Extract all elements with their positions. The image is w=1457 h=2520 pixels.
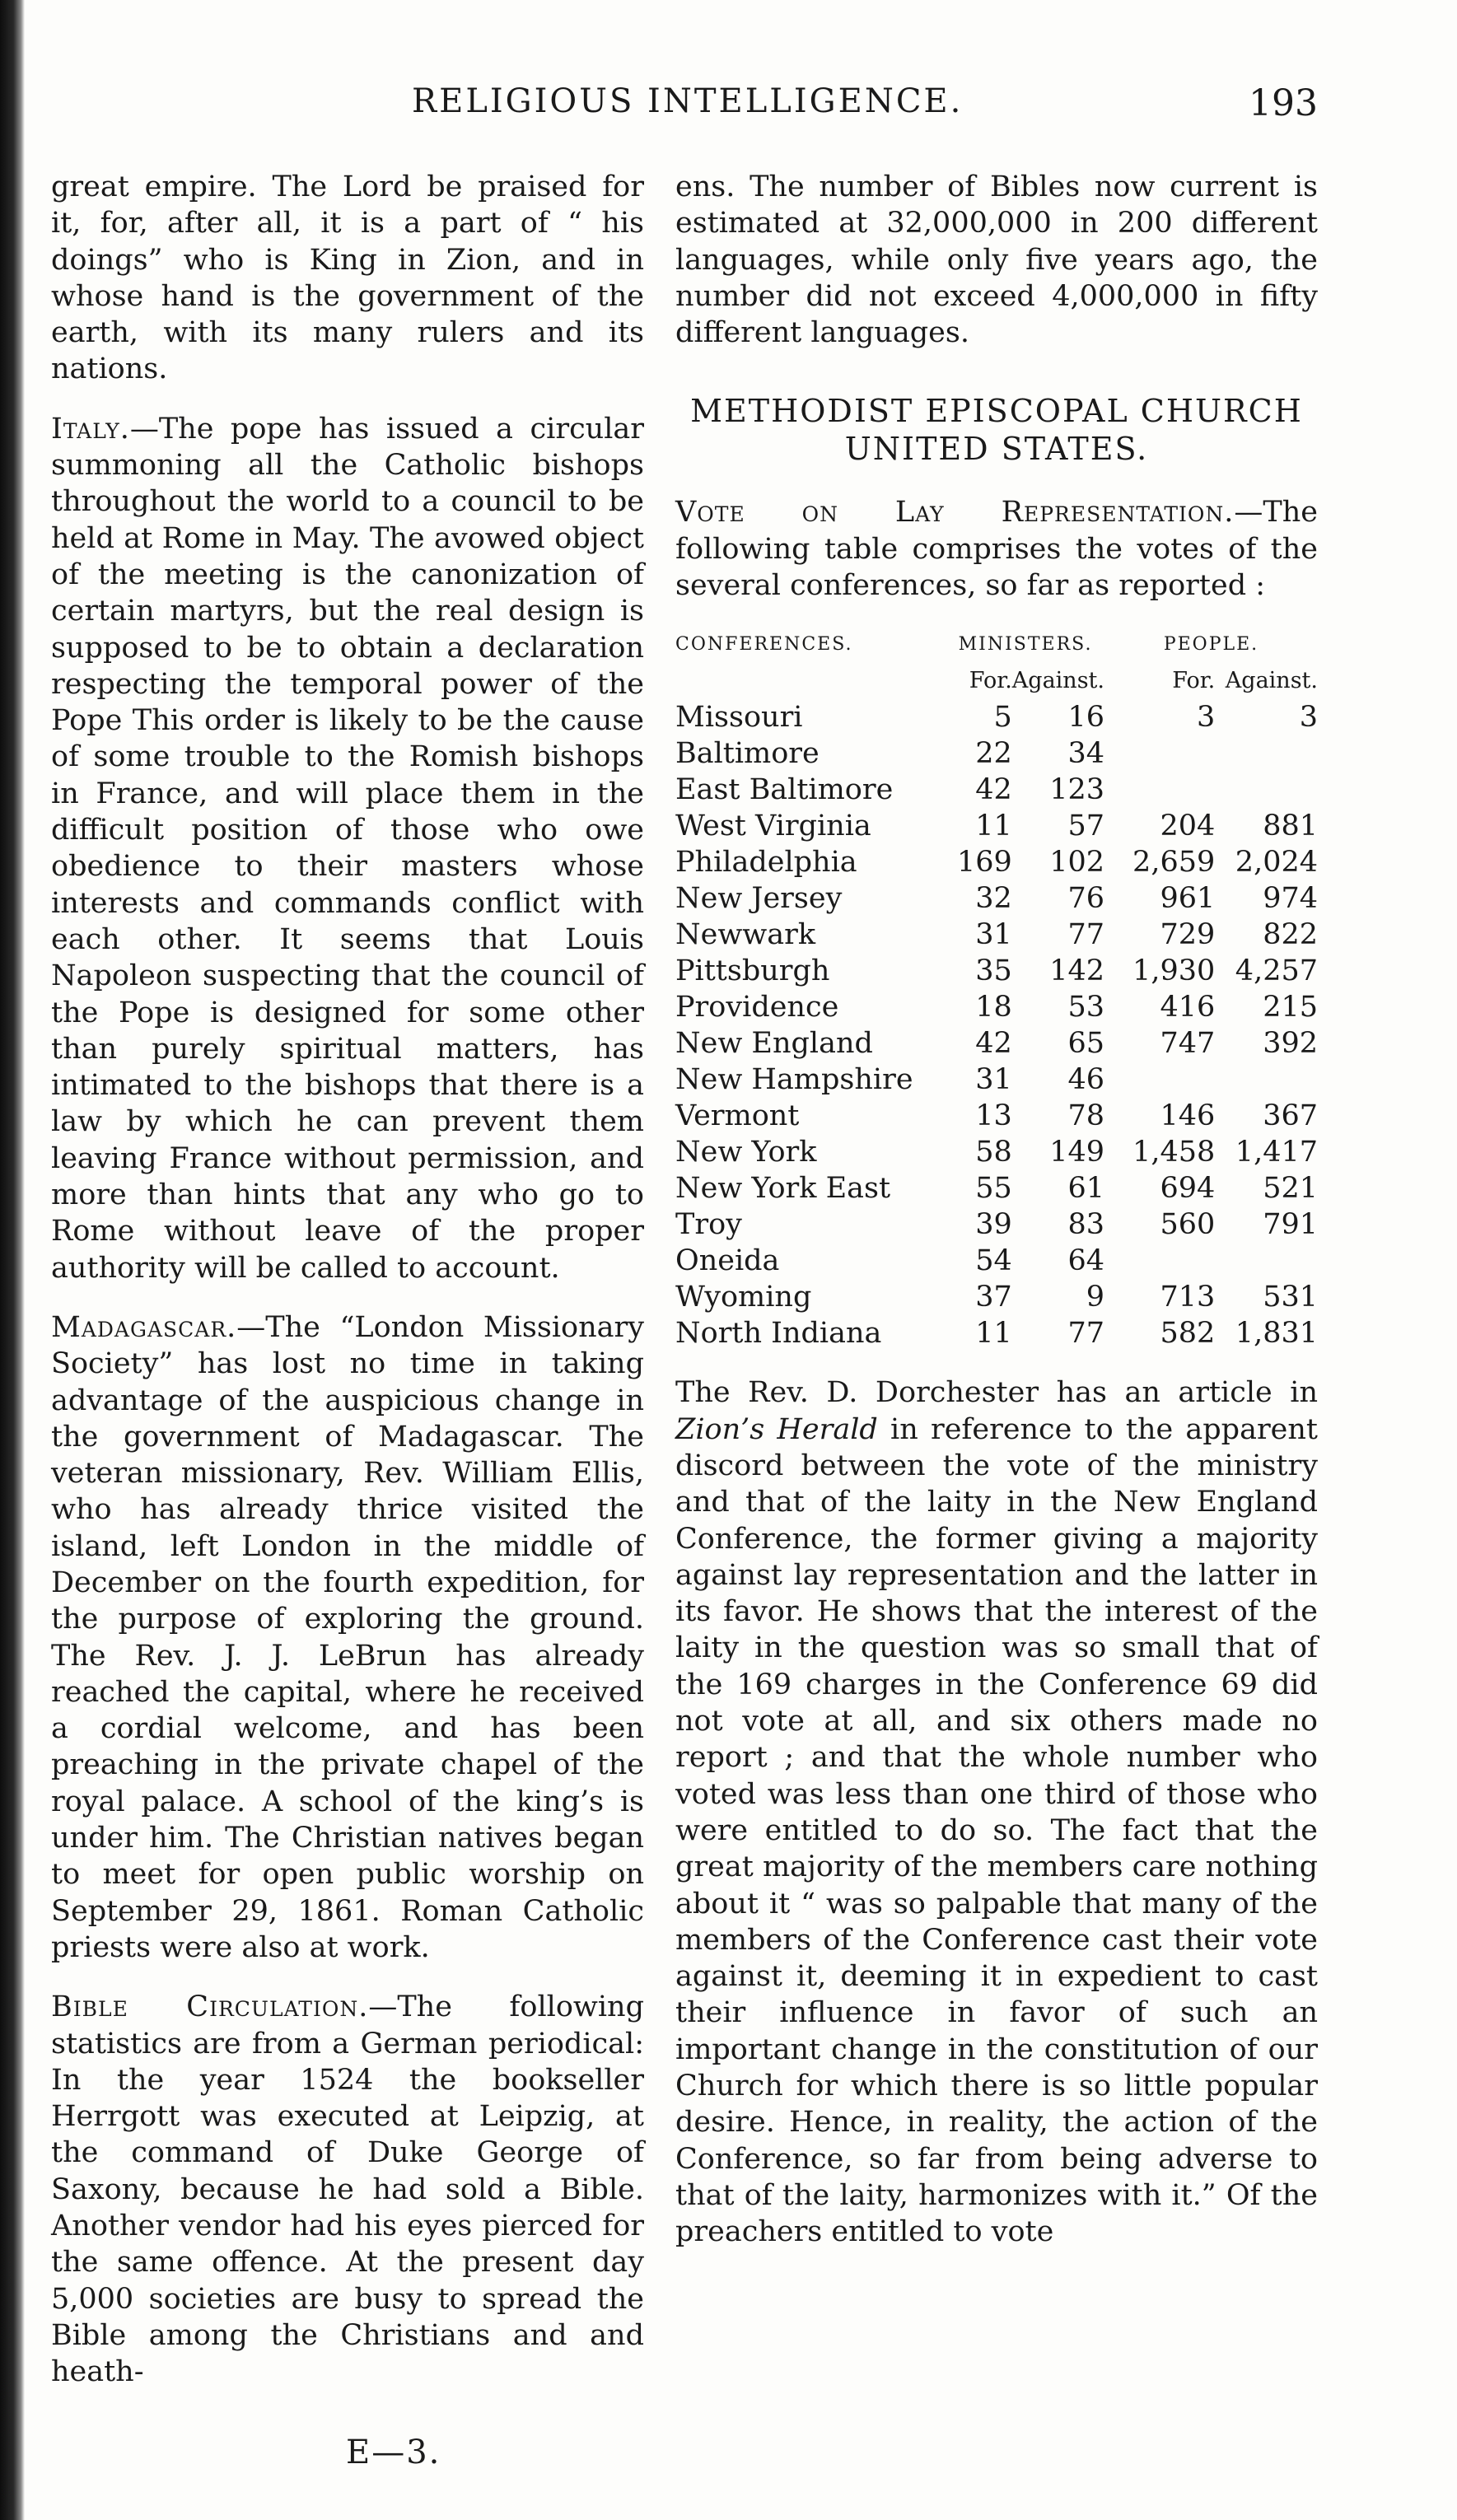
vote-heading: Vote on Lay Representation. [675,496,1235,530]
table-row [675,699,1318,735]
people-for: 146 [1160,1099,1216,1133]
people-against: 392 [1263,1027,1318,1061]
ministers-against: 64 [1067,1244,1104,1278]
people-for: 582 [1160,1317,1216,1351]
ministers-for: 32 [975,882,1012,916]
madagascar-heading: Madagascar. [51,1310,237,1344]
ministers-for: 169 [956,846,1012,880]
people-against: 215 [1263,991,1318,1024]
people-for: 729 [1160,918,1216,952]
ministers-against: 102 [1049,846,1104,880]
ministers-for: 13 [975,1099,1012,1133]
ministers-against: 9 [1086,1281,1104,1314]
table-row [675,1025,1318,1062]
conference-name: New Hampshire [675,1063,913,1097]
ministers-against: 34 [1067,737,1104,771]
ministers-for: 39 [975,1208,1012,1242]
page-number: 193 [1249,82,1318,124]
people-for: 694 [1160,1172,1216,1206]
ministers-against: 57 [1067,810,1104,843]
conference-name: Pittsburgh [675,954,830,988]
ministers-for: 5 [993,701,1012,735]
people-for: 416 [1160,991,1216,1024]
people-against: 791 [1263,1208,1318,1242]
page-header [49,82,1318,132]
conference-name: New York [675,1136,817,1169]
people-against: 1,831 [1235,1317,1318,1351]
people-for [1104,772,1215,808]
table-row [675,1315,1318,1351]
ministers-against: 123 [1049,773,1104,807]
paragraph-bibles-continued: ens. The number of Bibles now current is estimated at 32,000,000 in 200 different languages, while only five years ago, the number did not exceed 4,000,000 in fifty different languages. [675,170,1318,350]
people-against: 974 [1263,882,1318,916]
people-against: 881 [1263,810,1318,843]
people-against: 822 [1263,918,1318,952]
ministers-for: 35 [975,954,1012,988]
subheader-ministers-against: Against. [1011,668,1104,694]
bible-text: —The following statistics are from a German periodical: In the year 1524 the bookseller Herrgott was executed at Leipzig, at the command of Duke George of Saxony, because he had sold a Bible. Another vendor had his eyes pierced for the same offence. At the present day 5,000 societies are busy to spread the Bible among the Christians and and heath- [51,1990,644,2389]
ministers-against: 53 [1067,991,1104,1024]
conference-name: Vermont [675,1099,800,1133]
table-subheader-row [675,663,1318,699]
vote-table [675,627,1318,1351]
paragraph-bible-circulation [51,1989,644,2390]
table-row [675,1243,1318,1279]
people-against [1215,1062,1318,1098]
header-people: PEOPLE. [1163,634,1259,656]
people-against: 531 [1263,1281,1318,1314]
table-header-row [675,627,1318,663]
conference-name: North Indiana [675,1317,882,1351]
people-for: 3 [1196,701,1216,735]
conference-name: Newwark [675,918,816,952]
people-against [1215,1243,1318,1279]
ministers-for: 22 [975,737,1012,771]
header-conferences: CONFERENCES. [675,634,853,656]
table-row [675,1206,1318,1243]
section-title-line2: UNITED STATES. [844,431,1149,468]
table-row [675,1170,1318,1206]
ministers-against: 77 [1067,918,1104,952]
bible-heading: Bible Circulation. [51,1990,369,2024]
conference-name: New York East [675,1172,891,1206]
ministers-for: 42 [975,773,1012,807]
paragraph-empire: great empire. The Lord be praised for it, for, after all, it is a part of “ his doings” who is King in Zion, and in whose hand is the government of the earth, with its many rulers and its nations. [51,170,644,386]
table-row [675,989,1318,1025]
table-row [675,1279,1318,1315]
table-row [675,735,1318,772]
people-for: 713 [1160,1281,1216,1314]
table-row [675,917,1318,953]
paragraph-madagascar [51,1309,644,1966]
paragraph-vote-intro [675,494,1318,604]
table-row [675,1134,1318,1170]
conference-name: Philadelphia [675,846,857,880]
italy-heading: Italy. [51,412,130,446]
conference-name: East Baltimore [675,773,894,807]
conference-name: West Virginia [675,810,871,843]
people-for: 204 [1160,810,1216,843]
people-for: 1,458 [1132,1136,1216,1169]
ministers-for: 54 [975,1244,1012,1278]
dorchester-text-b: in reference to the apparent discord between the vote of the ministry and that of the laity in the New England Conference, the former giving a majority against lay representation and the latter in its favor. He shows that the interest of the laity in the question was so small that of the 169 charges in the Conference 69 did not vote at all, and six others made no report ; and that the whole number who voted was less than one third of those who were entitled to do so. The fact that the great majority of the members care nothing about it “ was so palpable that many of the members of the Conference cast their vote against it, deeming it in expedient to cast their influence in favor of such an important change in the constitution of our Church for which there is so little popular desire. Hence, in reality, the action of the Conference, so far from being adverse to that of the laity, harmonizes with it.” Of the preachers entitled to vote [675,1412,1318,2249]
people-against: 1,417 [1235,1136,1318,1169]
subheader-blank [675,663,946,699]
ministers-against: 142 [1049,954,1104,988]
ministers-against: 65 [1067,1027,1104,1061]
people-against: 3 [1299,701,1318,735]
ministers-against: 16 [1067,701,1104,735]
signature-mark: E—3. [346,2434,441,2471]
table-row [675,953,1318,989]
people-for: 560 [1160,1208,1216,1242]
ministers-for: 42 [975,1027,1012,1061]
people-for [1104,735,1215,772]
running-head: RELIGIOUS INTELLIGENCE. [412,82,964,120]
table-row [675,1062,1318,1098]
ministers-for: 18 [975,991,1012,1024]
subheader-ministers-for: For. [969,668,1012,694]
header-ministers: MINISTERS. [958,634,1093,656]
people-against: 2,024 [1235,846,1318,880]
vote-table-body [675,699,1318,1351]
table-row [675,808,1318,844]
conference-name: New England [675,1027,873,1061]
right-column [675,169,1318,2274]
ministers-for: 58 [975,1136,1012,1169]
people-for: 2,659 [1132,846,1216,880]
section-title [675,392,1318,468]
ministers-against: 83 [1067,1208,1104,1242]
conference-name: Providence [675,991,839,1024]
ministers-for: 55 [975,1172,1012,1206]
people-against [1215,735,1318,772]
ministers-against: 149 [1049,1136,1104,1169]
ministers-for: 31 [975,1063,1012,1097]
zions-herald-title: Zion’s Herald [675,1412,878,1446]
ministers-against: 76 [1067,882,1104,916]
people-for [1104,1062,1215,1098]
section-title-line1: METHODIST EPISCOPAL CHURCH [690,393,1303,430]
dorchester-text-a: The Rev. D. Dorchester has an article in [675,1376,1318,1410]
book-binding-edge [0,0,25,2520]
people-for [1104,1243,1215,1279]
people-against [1215,772,1318,808]
paragraph-italy [51,411,644,1286]
conference-name: Wyoming [675,1281,812,1314]
ministers-for: 31 [975,918,1012,952]
ministers-against: 46 [1067,1063,1104,1097]
ministers-for: 37 [975,1281,1012,1314]
conference-name: Missouri [675,701,803,735]
table-row [675,844,1318,880]
ministers-against: 61 [1067,1172,1104,1206]
table-row [675,1098,1318,1134]
subheader-people-against: Against. [1225,668,1318,694]
people-for: 961 [1160,882,1216,916]
madagascar-text: —The “London Missionary Society” has lost no time in taking advantage of the auspicious change in the government of Madagascar. The veteran missionary, Rev. William Ellis, who has already thrice visited the island, left London in the middle of December on the fourth expedition, for the purpose of exploring the ground. The Rev. J. J. LeBrun has already reached the capital, where he received a cordial welcome, and has been preaching in the private chapel of the royal palace. A school of the king’s is under him. The Christian natives began to meet for open public worship on September 29, 1861. Roman Catholic priests were also at work. [51,1310,644,1964]
paragraph-dorchester [675,1374,1318,2250]
left-column [51,169,644,2414]
ministers-against: 77 [1067,1317,1104,1351]
ministers-for: 11 [975,1317,1012,1351]
people-for: 1,930 [1132,954,1216,988]
people-against: 367 [1263,1099,1318,1133]
ministers-for: 11 [975,810,1012,843]
table-row [675,880,1318,917]
conference-name: Troy [675,1208,742,1242]
people-against: 521 [1263,1172,1318,1206]
people-for: 747 [1160,1027,1216,1061]
conference-name: Baltimore [675,737,820,771]
conference-name: Oneida [675,1244,780,1278]
people-against: 4,257 [1235,954,1318,988]
subheader-people-for: For. [1172,668,1216,694]
conference-name: New Jersey [675,882,843,916]
italy-text: —The pope has issued a circular summoning all the Catholic bishops throughout the world to a council to be held at Rome in May. The avowed object of the meeting is the canonization of certain martyrs, but the real design is supposed to be to obtain a declaration respecting the temporal power of the Pope This order is likely to be the cause of some trouble to the Romish bishops in France, and will place them in the difficult position of those who owe obedience to their masters whose interests and commands conflict with each other. It seems that Louis Napoleon suspecting that the council of the Pope is designed for some other than purely spiritual matters, has intimated to the bishops that there is a law by which he can prevent them leaving France without permission, and more than hints that any who go to Rome without leave of the proper authority will be called to account. [51,412,644,1285]
ministers-against: 78 [1067,1099,1104,1133]
table-row [675,772,1318,808]
vote-intro-text: —The following table comprises the votes of the several conferences, so far as reported : [675,496,1318,603]
